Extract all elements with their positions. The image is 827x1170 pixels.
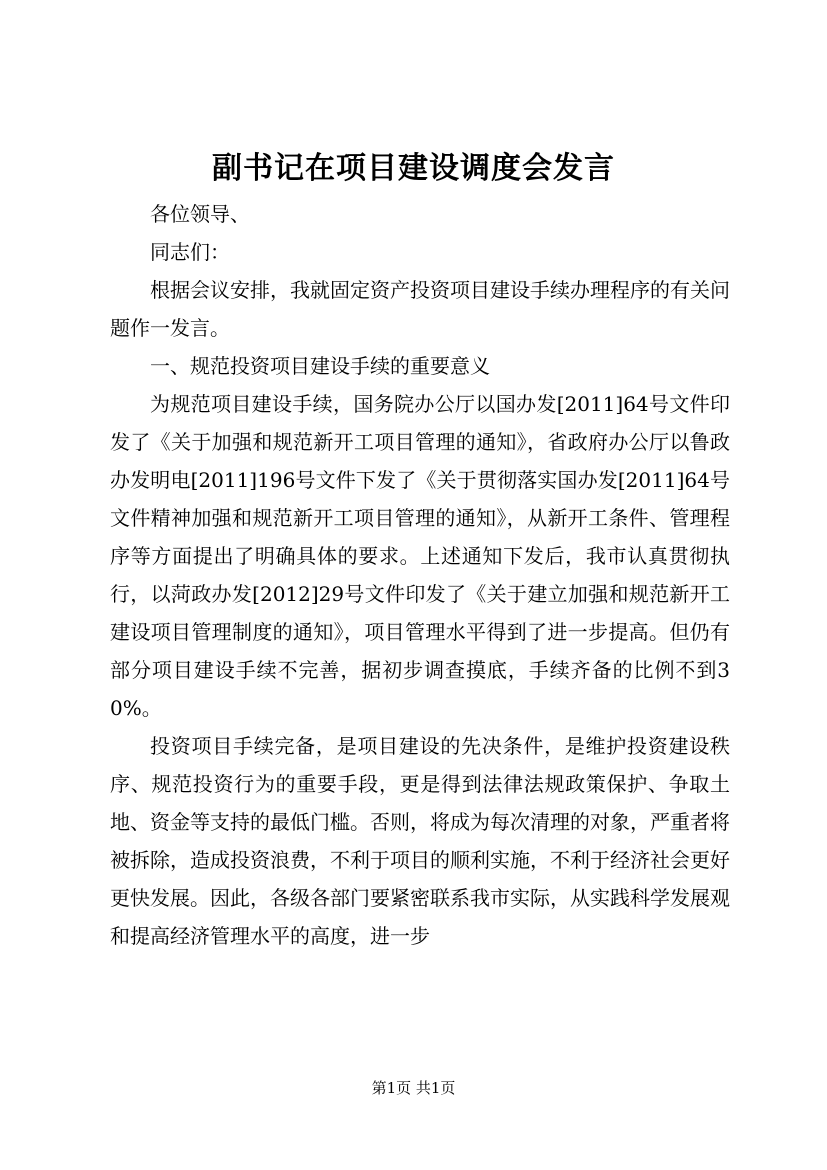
document-title: 副书记在项目建设调度会发言 xyxy=(212,151,615,186)
intro-paragraph: 根据会议安排，我就固定资产投资项目建设手续办理程序的有关问题作一发言。 xyxy=(110,278,730,340)
salutation-comrades: 同志们： xyxy=(150,240,230,264)
body-paragraph-1: 为规范项目建设手续，国务院办公厅以国办发[2011]64号文件印发了《关于加强和规范新开工项目管理的通知》，省政府办公厅以鲁政办发明电[2011]196号文件下发了《关于贯彻落实国办发[2011]64号文件精神加强和规范新开工项目管理的通知》，从新开工条件、管理程序等方面提出了明确具体的要求。上述通知下发后，我市认真贯彻执行，以菏政办发[2012]29号文件印发了《关于建立加强和规范新开工建设项目管理制度的通知》，项目管理水平得到了进一步提高。但仍有部分项目建设手续不完善，据初步调查摸底，手续齐备的比例不到30%。 xyxy=(110,392,730,720)
body-paragraph-2: 投资项目手续完备，是项目建设的先决条件，是维护投资建设秩序、规范投资行为的重要手段，更是得到法律法规政策保护、争取土地、资金等支持的最低门槛。否则，将成为每次清理的对象，严重者将被拆除，造成投资浪费，不利于项目的顺利实施，不利于经济社会更好更快发展。因此，各级各部门要紧密联系我市实际，从实践科学发展观和提高经济管理水平的高度，进一步 xyxy=(110,734,730,948)
section-heading-1: 一、规范投资项目建设手续的重要意义 xyxy=(150,354,490,378)
page-footer: 第1页 共1页 xyxy=(371,1079,456,1097)
salutation-leaders: 各位领导、 xyxy=(150,202,250,226)
document-body xyxy=(110,195,730,955)
